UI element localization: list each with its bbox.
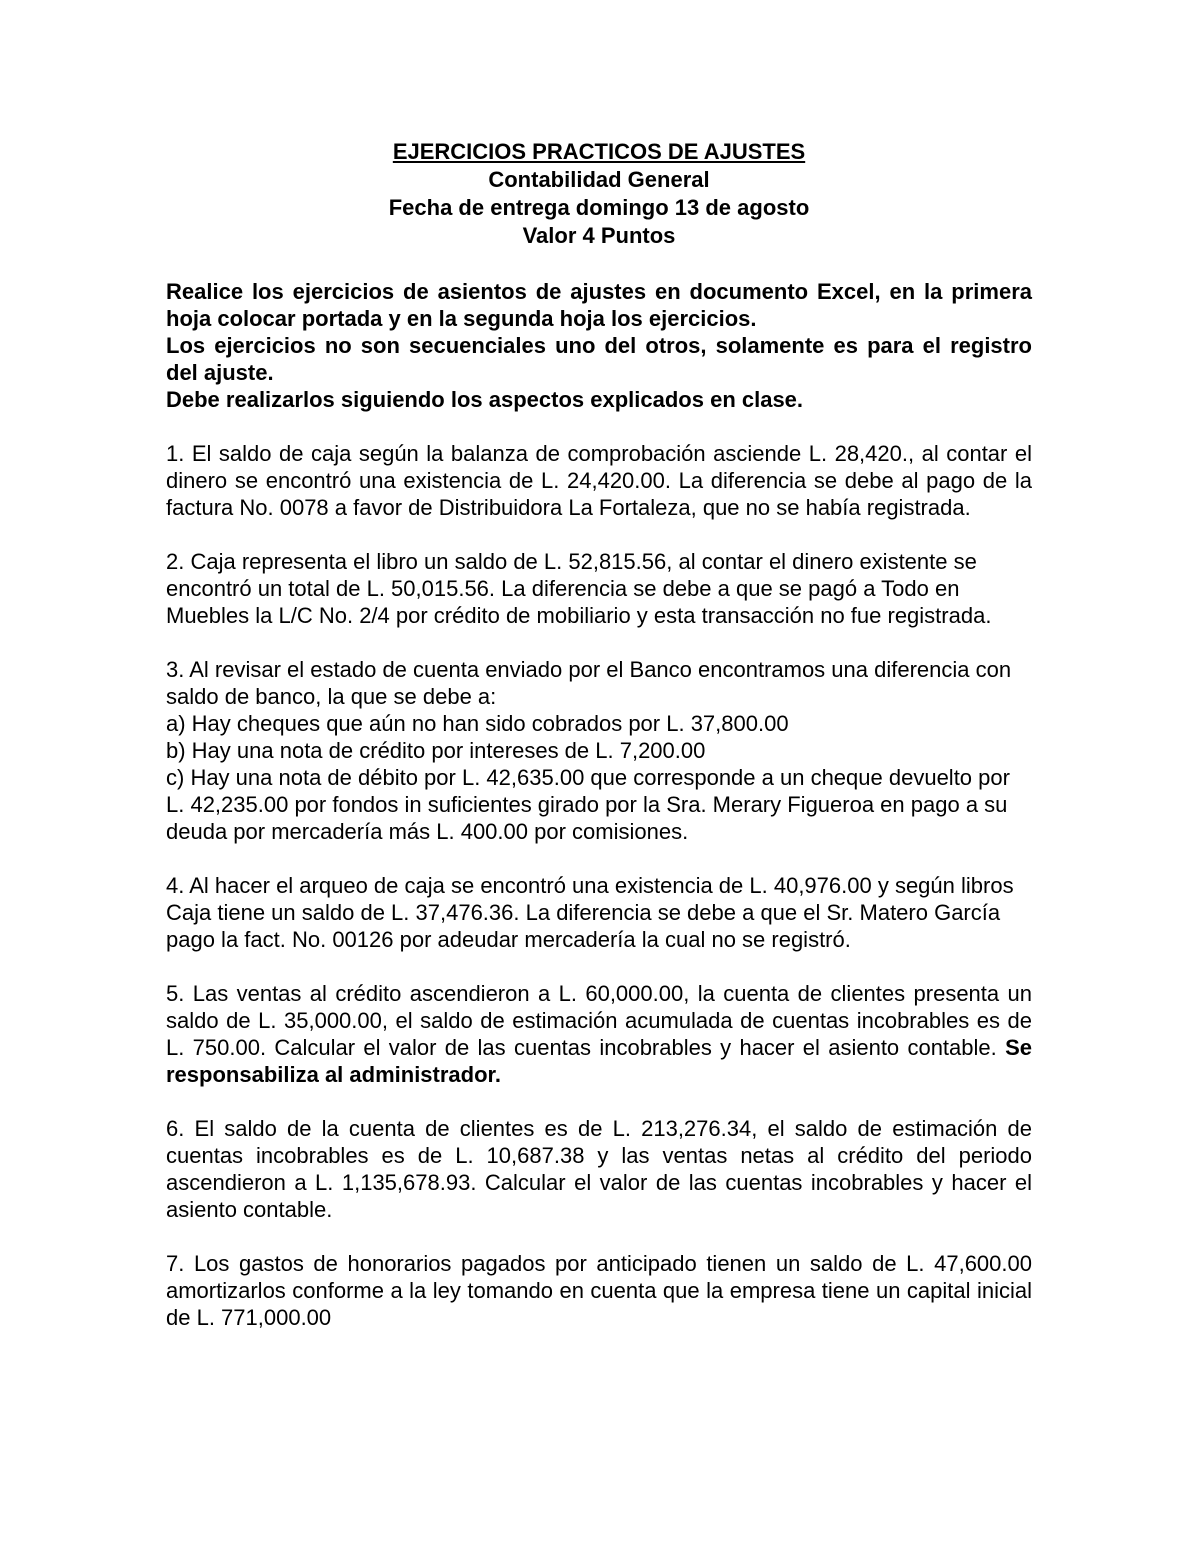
exercise-6: [166, 1115, 1032, 1223]
value-line: Valor 4 Puntos: [522, 223, 676, 248]
instruction-paragraph-2: Los ejercicios no son secuenciales uno del otros, solamente es para el registro del ajuste.: [166, 333, 1032, 385]
exercise-1: [166, 440, 1032, 521]
exercise-3-intro: 3. Al revisar el estado de cuenta enviado por el Banco encontramos una diferencia con saldo de banco, la que se debe a:: [166, 657, 1012, 709]
exercise-7: [166, 1250, 1032, 1331]
exercise-5-bold-note: Se responsabiliza al administrador.: [166, 1035, 1032, 1087]
exercise-7-text: 7. Los gastos de honorarios pagados por anticipado tienen un saldo de L. 47,600.00 amortizarlos conforme a la ley tomando en cuenta que la empresa tiene un capital inicial de L. 771,000.00: [166, 1251, 1032, 1330]
exercise-5-text: 5. Las ventas al crédito ascendieron a L. 60,000.00, la cuenta de clientes presenta un saldo de L. 35,000.00, el saldo de estimación acumulada de cuentas incobrables es de L. 750.00. Calcular el valor de las cuentas incobrables y hacer el asiento contable.: [166, 981, 1032, 1060]
exercise-2-text: 2. Caja representa el libro un saldo de L. 52,815.56, al contar el dinero existente se encontró un total de L. 50,015.56. La diferencia se debe a que se pagó a Todo en Muebles la L/C No. 2/4 por crédito de mobiliario y esta transacción no fue registrada.: [166, 549, 992, 628]
instructions: [166, 278, 1032, 413]
instruction-paragraph-3: Debe realizarlos siguiendo los aspectos explicados en clase.: [166, 387, 804, 412]
exercise-5: [166, 980, 1032, 1088]
exercise-4-text: 4. Al hacer el arqueo de caja se encontró una existencia de L. 40,976.00 y según libros Caja tiene un saldo de L. 37,476.36. La diferencia se debe a que el Sr. Matero García pago la fact. No. 00126 por adeudar mercadería la cual no se registró.: [166, 873, 1014, 952]
exercise-6-text: 6. El saldo de la cuenta de clientes es de L. 213,276.34, el saldo de estimación de cuentas incobrables es de L. 10,687.38 y las ventas netas al crédito del periodo ascendieron a L. 1,135,678.93. Calcular el valor de las cuentas incobrables y hacer el asiento contable.: [166, 1116, 1032, 1222]
exercise-5-paragraph: [166, 980, 1032, 1088]
exercise-3-item-a: a) Hay cheques que aún no han sido cobrados por L. 37,800.00: [166, 711, 789, 736]
exercise-2: [166, 548, 1032, 629]
document-page: [166, 138, 1032, 1331]
subject-line: Contabilidad General: [488, 167, 710, 192]
exercise-3: [166, 656, 1032, 845]
instruction-paragraph-1: Realice los ejercicios de asientos de ajustes en documento Excel, en la primera hoja colocar portada y en la segunda hoja los ejercicios.: [166, 279, 1032, 331]
exercise-3-item-c: c) Hay una nota de débito por L. 42,635.00 que corresponde a un cheque devuelto por L. 42,235.00 por fondos in suficientes girado por la Sra. Merary Figueroa en pago a su deuda por mercadería más L. 400.00 por comisiones.: [166, 765, 1010, 844]
exercise-1-text: 1. El saldo de caja según la balanza de comprobación asciende L. 28,420., al contar el dinero se encontró una existencia de L. 24,420.00. La diferencia se debe al pago de la factura No. 0078 a favor de Distribuidora La Fortaleza, que no se había registrada.: [166, 441, 1032, 520]
document-header: [166, 138, 1032, 250]
document-title: EJERCICIOS PRACTICOS DE AJUSTES: [392, 139, 806, 164]
exercise-3-item-b: b) Hay una nota de crédito por intereses de L. 7,200.00: [166, 738, 706, 763]
due-date-line: Fecha de entrega domingo 13 de agosto: [388, 195, 810, 220]
exercise-4: [166, 872, 1032, 953]
